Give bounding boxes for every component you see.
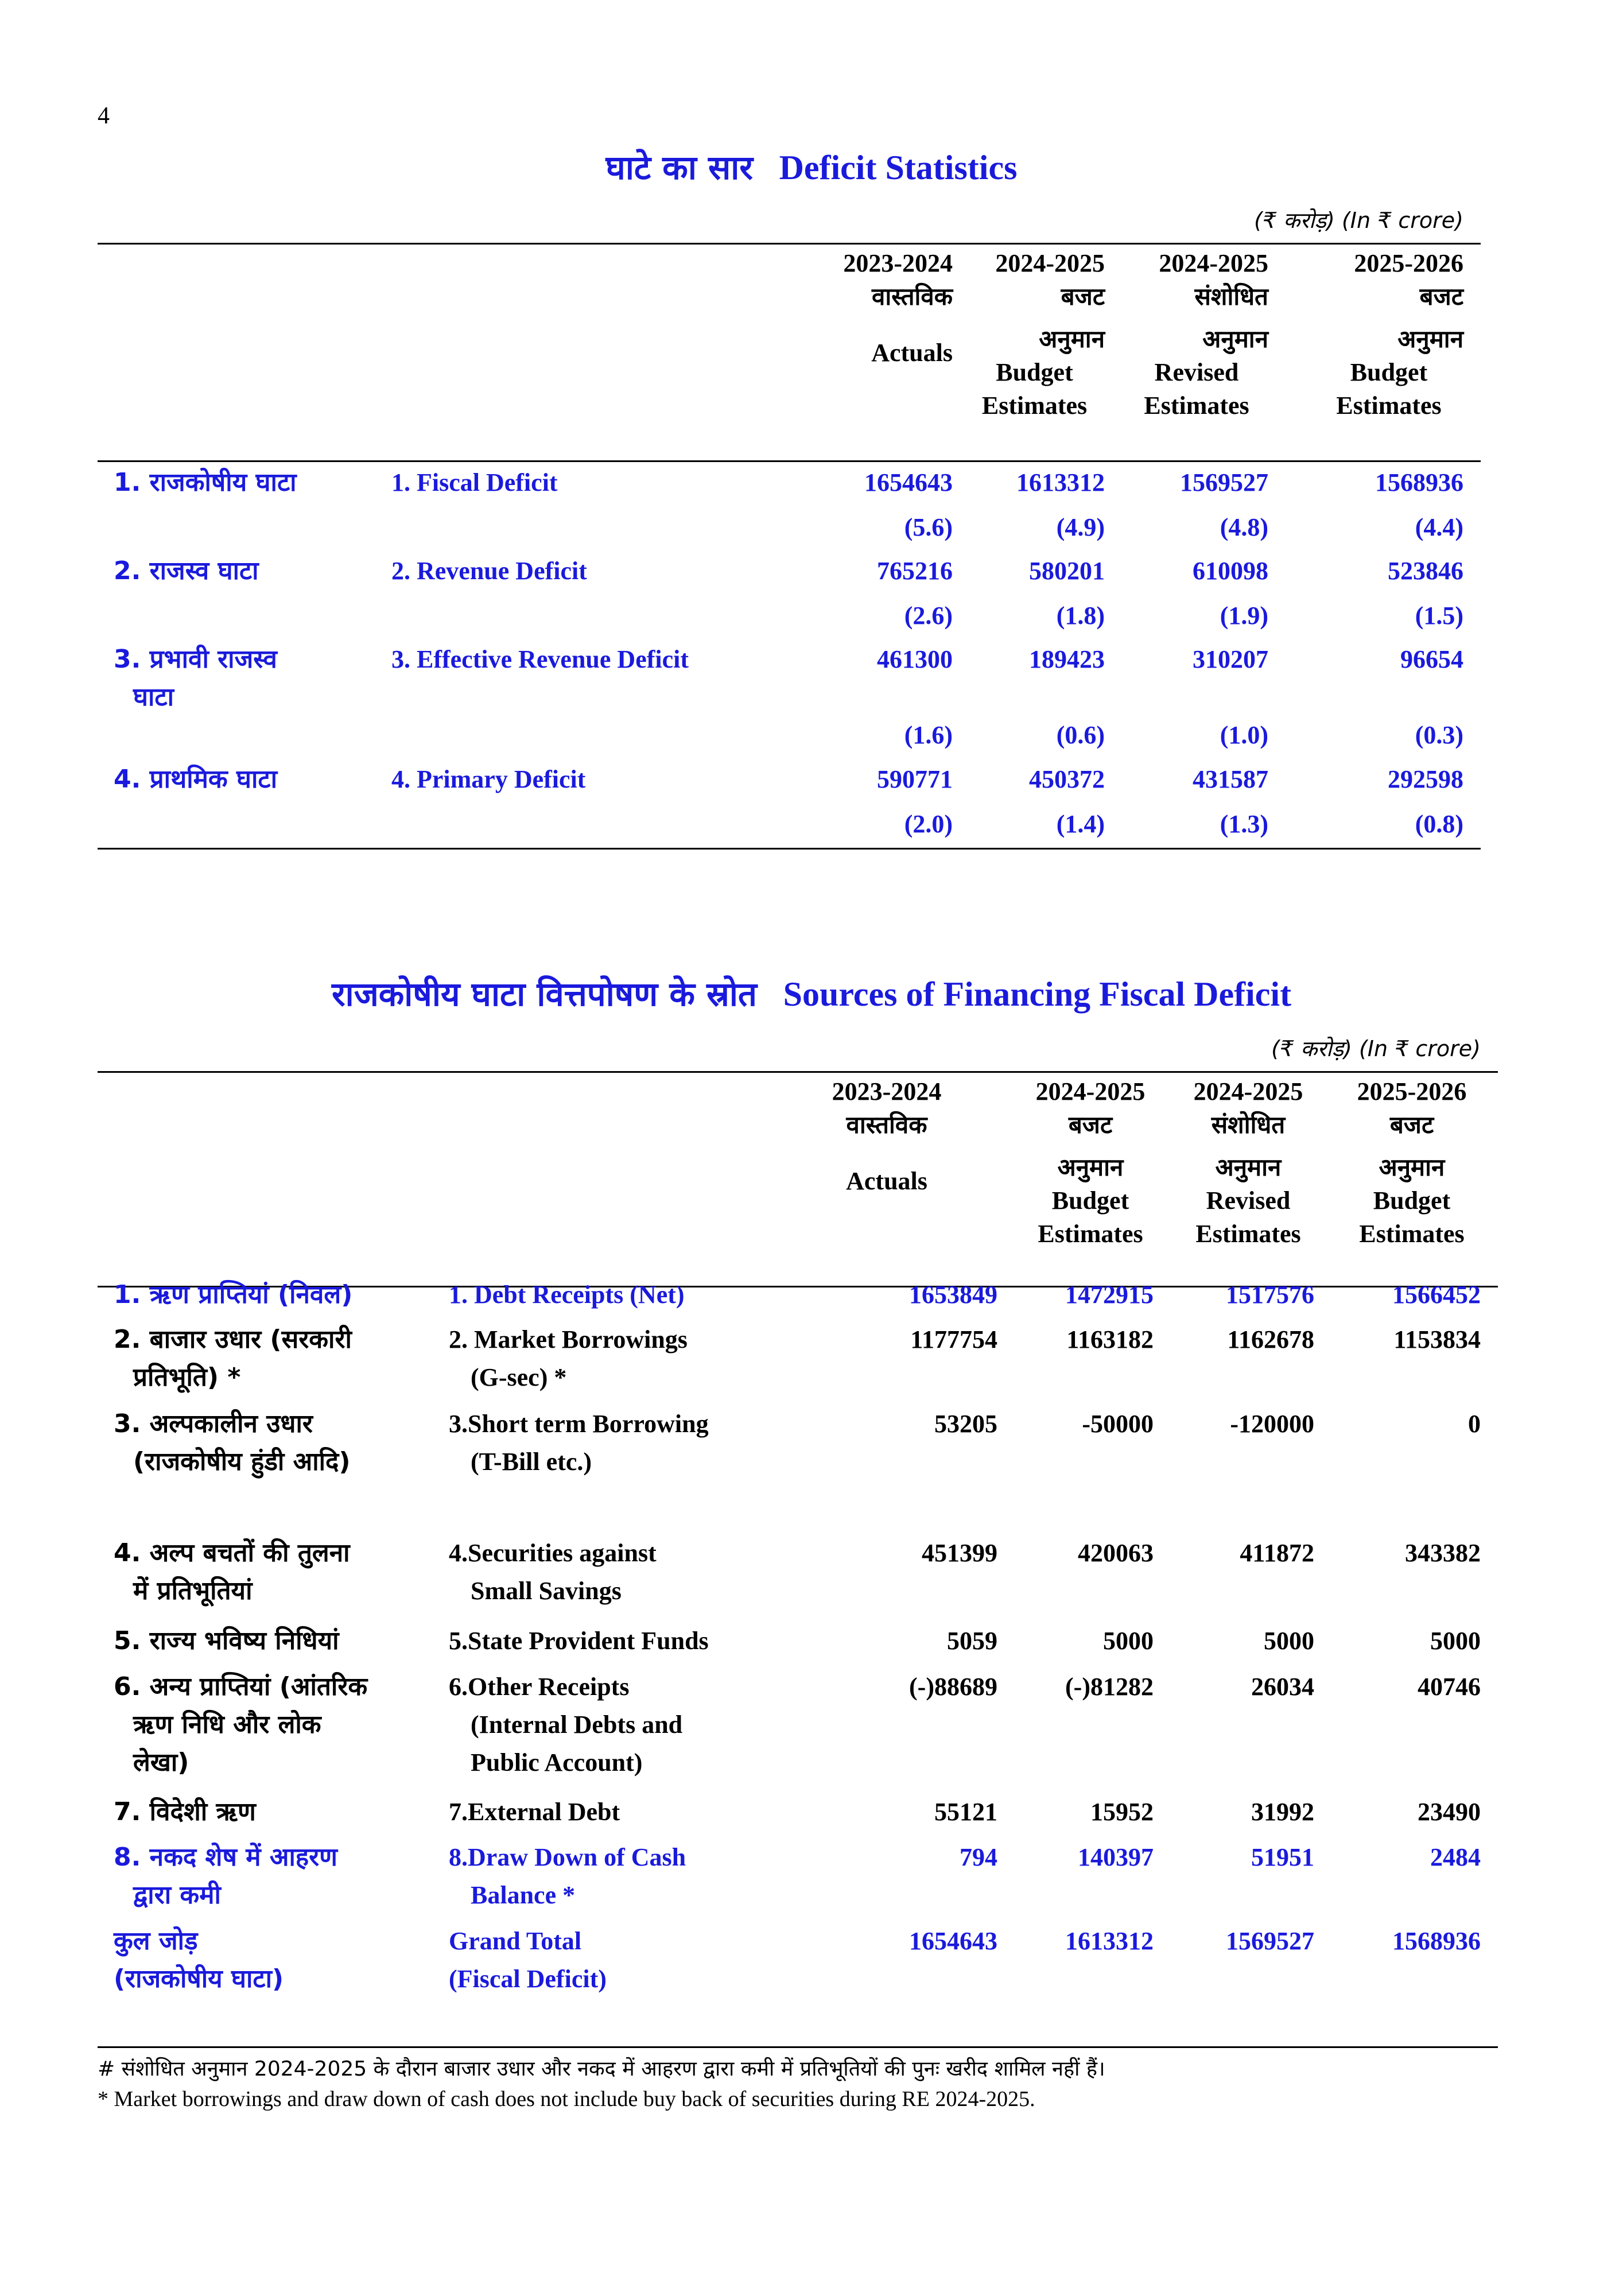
financing-title-english: Sources of Financing Fiscal Deficit: [783, 975, 1292, 1013]
col-year: 2024-2025: [1193, 1077, 1303, 1106]
col-hindi-label-2: अनुमान: [1202, 325, 1268, 353]
deficit-value-cell: 765216: [877, 557, 953, 585]
deficit-header-rule: [98, 243, 1481, 245]
col-hindi-label-2: अनुमान: [1397, 325, 1463, 353]
financing-row-hindi-label: लेखा): [133, 1748, 189, 1777]
financing-row-english-label: 2. Market Borrowings: [449, 1325, 688, 1353]
financing-unit: (₹ करोड़) (In ₹ crore): [1271, 1036, 1481, 1061]
col-hindi-label: बजट: [1068, 1111, 1113, 1139]
financing-value-cell: 1153834: [1393, 1325, 1481, 1353]
col-hindi-label-2: अनुमान: [1057, 1153, 1124, 1181]
deficit-percent-gdp-cell: (4.8): [1220, 513, 1268, 541]
deficit-bottom-rule: [98, 848, 1481, 850]
deficit-percent-gdp-cell: (1.0): [1220, 721, 1268, 749]
financing-value-cell: 53205: [934, 1410, 997, 1438]
deficit-row-english-label: 2. Revenue Deficit: [391, 557, 587, 585]
col-year: 2025-2026: [1357, 1077, 1467, 1106]
financing-row-hindi-label: 8. नकद शेष में आहरण: [114, 1843, 337, 1872]
financing-value-cell: 1566452: [1392, 1281, 1481, 1309]
financing-row-english-label: Grand Total: [449, 1927, 582, 1955]
deficit-col-header-2: [964, 247, 1105, 422]
col-english-label-2: Estimates: [1144, 391, 1249, 420]
financing-row-english-label: 4.Securities against: [449, 1539, 657, 1567]
deficit-percent-gdp-cell: (0.8): [1415, 810, 1463, 838]
page-number: 4: [98, 103, 110, 129]
deficit-percent-gdp-cell: (1.4): [1056, 810, 1105, 838]
financing-value-cell: 55121: [934, 1798, 997, 1826]
deficit-percent-gdp-cell: (2.0): [904, 810, 953, 838]
financing-row-hindi-label: 6. अन्य प्राप्तियां (आंतरिक: [114, 1672, 368, 1701]
financing-title-hindi: राजकोषीय घाटा वित्तपोषण के स्रोत: [331, 975, 757, 1014]
col-english-label: Revised: [1206, 1186, 1291, 1215]
financing-value-cell: 451399: [922, 1539, 997, 1567]
deficit-value-cell: 450372: [1029, 765, 1105, 793]
deficit-title-english: Deficit Statistics: [779, 149, 1018, 187]
financing-value-cell: 343382: [1405, 1539, 1481, 1567]
deficit-value-cell: 523846: [1388, 557, 1463, 585]
deficit-title: [0, 144, 1623, 189]
deficit-value-cell: 96654: [1400, 645, 1463, 673]
col-year: 2024-2025: [995, 249, 1105, 277]
financing-value-cell: 26034: [1251, 1673, 1314, 1701]
financing-col-header-1: [803, 1075, 970, 1198]
financing-row-hindi-label: द्वारा कमी: [133, 1880, 221, 1910]
deficit-value-cell: 610098: [1193, 557, 1268, 585]
deficit-body-rule: [98, 460, 1481, 462]
deficit-percent-gdp-cell: (1.3): [1220, 810, 1268, 838]
financing-bottom-rule: [98, 2046, 1498, 2048]
financing-value-cell: 5000: [1430, 1627, 1481, 1655]
financing-row-english-label: (G-sec) *: [471, 1363, 567, 1391]
financing-value-cell: 0: [1468, 1410, 1481, 1438]
financing-row-english-label: 1. Debt Receipts (Net): [449, 1281, 685, 1309]
deficit-percent-gdp-cell: (5.6): [904, 513, 953, 541]
deficit-col-header-4: [1314, 247, 1463, 422]
financing-row-hindi-label: (राजकोषीय हुंडी आदि): [133, 1447, 351, 1476]
deficit-col-header-3: [1125, 247, 1268, 422]
deficit-row-hindi-label-2: घाटा: [133, 682, 174, 712]
financing-row-english-label: 5.State Provident Funds: [449, 1627, 709, 1655]
financing-value-cell: -50000: [1082, 1410, 1154, 1438]
financing-value-cell: 140397: [1078, 1843, 1154, 1871]
col-english-label-2: Estimates: [1359, 1220, 1465, 1248]
financing-col-header-3: [1171, 1075, 1326, 1251]
deficit-col-header-1: [803, 247, 953, 370]
col-hindi-label-2: अनुमान: [1215, 1153, 1282, 1181]
financing-value-cell: 1613312: [1065, 1927, 1154, 1955]
deficit-value-cell: 1654643: [864, 468, 953, 497]
financing-value-cell: 23490: [1418, 1798, 1481, 1826]
financing-row-hindi-label: 3. अल्पकालीन उधार: [114, 1409, 313, 1438]
deficit-percent-gdp-cell: (4.4): [1415, 513, 1463, 541]
deficit-value-cell: 461300: [877, 645, 953, 673]
financing-row-english-label: Small Savings: [471, 1577, 622, 1605]
financing-value-cell: 15952: [1090, 1798, 1154, 1826]
deficit-percent-gdp-cell: (1.9): [1220, 602, 1268, 630]
deficit-row-hindi-label: 4. प्राथमिक घाटा: [114, 765, 277, 794]
financing-value-cell: 1569527: [1226, 1927, 1314, 1955]
col-hindi-label: वास्तविक: [872, 282, 953, 311]
financing-value-cell: (-)81282: [1065, 1673, 1154, 1701]
col-english-label: Budget: [1051, 1186, 1129, 1215]
deficit-percent-gdp-cell: (2.6): [904, 602, 953, 630]
col-hindi-label-2: अनुमान: [1039, 325, 1105, 353]
financing-col-header-2: [1010, 1075, 1171, 1251]
financing-row-english-label: 8.Draw Down of Cash: [449, 1843, 686, 1871]
deficit-percent-gdp-cell: (0.3): [1415, 721, 1463, 749]
financing-row-hindi-label: 7. विदेशी ऋण: [114, 1797, 256, 1826]
deficit-title-hindi: घाटे का सार: [605, 148, 753, 187]
financing-value-cell: 794: [960, 1843, 997, 1871]
deficit-value-cell: 590771: [877, 765, 953, 793]
financing-value-cell: 1517576: [1226, 1281, 1314, 1309]
financing-value-cell: 1162678: [1227, 1325, 1314, 1353]
col-year: 2023-2024: [843, 249, 953, 277]
col-year: 2023-2024: [832, 1077, 942, 1106]
financing-value-cell: 1654643: [909, 1927, 997, 1955]
deficit-row-hindi-label: 1. राजकोषीय घाटा: [114, 468, 297, 497]
col-english-label-2: Estimates: [1038, 1220, 1143, 1248]
financing-value-cell: 5000: [1103, 1627, 1154, 1655]
financing-row-hindi-label: प्रतिभूति) *: [133, 1363, 241, 1392]
col-english-label: Budget: [996, 358, 1073, 386]
col-english-label: Budget: [1373, 1186, 1451, 1215]
financing-value-cell: 2484: [1430, 1843, 1481, 1871]
financing-row-hindi-label: में प्रतिभूतियां: [133, 1576, 253, 1605]
financing-row-english-label: 3.Short term Borrowing: [449, 1410, 709, 1438]
col-english-label: Actuals: [846, 1167, 927, 1195]
deficit-percent-gdp-cell: (4.9): [1056, 513, 1105, 541]
col-english-label-2: Estimates: [1195, 1220, 1301, 1248]
financing-value-cell: 40746: [1418, 1673, 1481, 1701]
financing-value-cell: 1472915: [1065, 1281, 1154, 1309]
financing-value-cell: 31992: [1251, 1798, 1314, 1826]
financing-row-english-label: Balance *: [471, 1881, 576, 1909]
financing-row-hindi-label: 5. राज्य भविष्य निधियां: [114, 1626, 339, 1655]
financing-value-cell: 411872: [1240, 1539, 1314, 1567]
financing-header-rule: [98, 1071, 1498, 1073]
financing-value-cell: 1163182: [1066, 1325, 1154, 1353]
financing-row-english-label: (T-Bill etc.): [471, 1448, 592, 1476]
financing-title: [0, 970, 1623, 1015]
col-english-label: Budget: [1350, 358, 1428, 386]
financing-value-cell: 1653849: [909, 1281, 997, 1309]
financing-row-english-label: 7.External Debt: [449, 1798, 620, 1826]
financing-row-english-label: Public Account): [471, 1748, 643, 1777]
deficit-value-cell: 431587: [1193, 765, 1268, 793]
deficit-percent-gdp-cell: (1.8): [1056, 602, 1105, 630]
col-hindi-label: संशोधित: [1211, 1111, 1286, 1139]
deficit-row-english-label: 3. Effective Revenue Deficit: [391, 645, 689, 673]
financing-value-cell: 5000: [1264, 1627, 1314, 1655]
deficit-percent-gdp-cell: (1.5): [1415, 602, 1463, 630]
col-english-label-2: Estimates: [981, 391, 1088, 420]
financing-value-cell: -120000: [1230, 1410, 1314, 1438]
deficit-unit: (₹ करोड़) (In ₹ crore): [1254, 208, 1463, 233]
financing-value-cell: 51951: [1251, 1843, 1314, 1871]
col-hindi-label: वास्तविक: [846, 1111, 927, 1139]
col-english-label: Actuals: [871, 339, 953, 367]
financing-value-cell: 420063: [1078, 1539, 1154, 1567]
col-year: 2025-2026: [1354, 249, 1463, 277]
financing-row-hindi-label: 4. अल्प बचतों की तुलना: [114, 1538, 350, 1568]
col-english-label: Revised: [1154, 358, 1239, 386]
col-year: 2024-2025: [1159, 249, 1268, 277]
financing-row-english-label: 6.Other Receipts: [449, 1673, 630, 1701]
deficit-percent-gdp-cell: (1.6): [904, 721, 953, 749]
financing-value-cell: (-)88689: [909, 1673, 997, 1701]
col-year: 2024-2025: [1035, 1077, 1146, 1106]
footnote-english: * Market borrowings and draw down of cash does not include buy back of securities during RE 2024-2025.: [98, 2087, 1035, 2111]
deficit-value-cell: 1569527: [1180, 468, 1268, 497]
col-hindi-label: बजट: [1389, 1111, 1434, 1139]
deficit-value-cell: 1613312: [1016, 468, 1105, 497]
deficit-row-hindi-label: 3. प्रभावी राजस्व: [114, 645, 277, 674]
financing-row-english-label: (Internal Debts and: [471, 1711, 683, 1739]
financing-row-hindi-label: ऋण निधि और लोक: [133, 1710, 321, 1739]
deficit-row-english-label: 4. Primary Deficit: [391, 765, 586, 793]
financing-row-hindi-label: 2. बाजार उधार (सरकारी: [114, 1325, 352, 1354]
deficit-row-english-label: 1. Fiscal Deficit: [391, 468, 558, 497]
financing-value-cell: 1568936: [1392, 1927, 1481, 1955]
col-hindi-label: बजट: [1061, 282, 1105, 311]
col-hindi-label: बजट: [1419, 282, 1463, 311]
col-hindi-label: संशोधित: [1194, 282, 1268, 311]
deficit-value-cell: 292598: [1388, 765, 1463, 793]
financing-value-cell: 5059: [947, 1627, 997, 1655]
financing-row-hindi-label: कुल जोड़: [114, 1926, 198, 1956]
col-hindi-label-2: अनुमान: [1379, 1153, 1445, 1181]
deficit-value-cell: 310207: [1193, 645, 1268, 673]
deficit-value-cell: 580201: [1029, 557, 1105, 585]
deficit-percent-gdp-cell: (0.6): [1056, 721, 1105, 749]
financing-row-hindi-label: (राजकोषीय घाटा): [114, 1964, 284, 1994]
deficit-row-hindi-label: 2. राजस्व घाटा: [114, 556, 259, 585]
financing-row-english-label: (Fiscal Deficit): [449, 1965, 607, 1993]
deficit-value-cell: 1568936: [1375, 468, 1463, 497]
financing-value-cell: 1177754: [910, 1325, 997, 1353]
col-english-label-2: Estimates: [1336, 391, 1442, 420]
deficit-value-cell: 189423: [1029, 645, 1105, 673]
footnote-hindi: # संशोधित अनुमान 2024-2025 के दौरान बाजार उधार और नकद में आहरण द्वारा कमी में प्रतिभूतियों की पुनः खरीद शामिल नहीं हैं।: [98, 2057, 1105, 2081]
financing-col-header-4: [1331, 1075, 1492, 1251]
financing-row-hindi-label: 1. ऋण प्राप्तियां (निवल): [114, 1280, 353, 1309]
